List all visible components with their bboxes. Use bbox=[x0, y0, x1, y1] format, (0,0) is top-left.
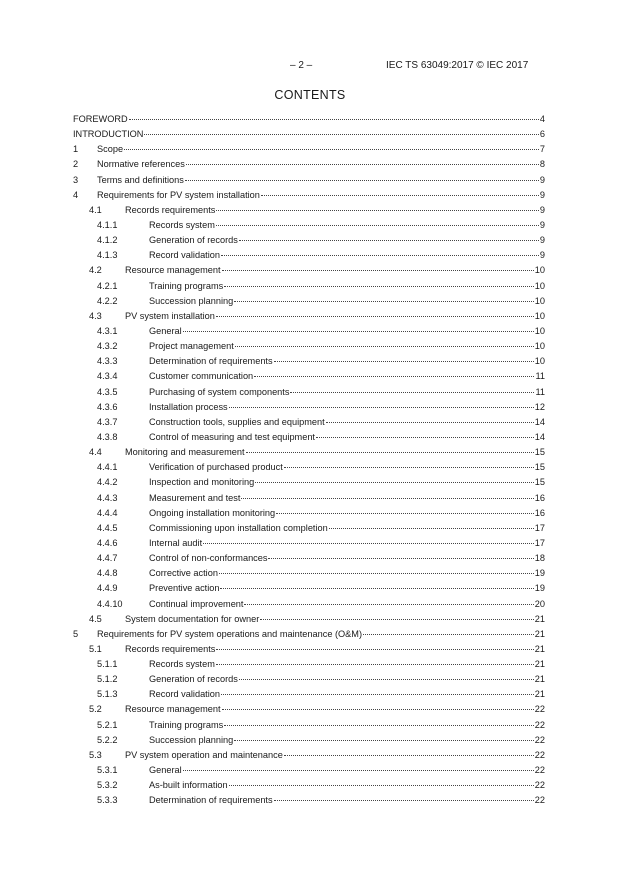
toc-page-number: 21 bbox=[534, 689, 545, 700]
toc-section-title: General bbox=[149, 763, 182, 778]
toc-page-number: 11 bbox=[535, 371, 545, 382]
toc-section-number: 4.3.5 bbox=[97, 386, 118, 397]
toc-section-title: Commissioning upon installation completion bbox=[149, 521, 328, 536]
toc-section-number: 5.1.1 bbox=[97, 659, 118, 670]
toc-section-title: Record validation bbox=[149, 687, 220, 702]
toc-page-number: 19 bbox=[534, 583, 545, 594]
toc-entry[interactable] bbox=[73, 263, 545, 278]
page-number: – 2 – bbox=[290, 60, 313, 71]
toc-section-title: Training programs bbox=[149, 718, 223, 733]
toc-dot-leader bbox=[222, 270, 534, 271]
toc-dot-leader bbox=[268, 558, 533, 559]
toc-dot-leader bbox=[284, 755, 534, 756]
toc-page-number: 21 bbox=[534, 674, 545, 685]
toc-page-number: 10 bbox=[534, 280, 545, 291]
toc-section-title: General bbox=[149, 324, 182, 339]
toc-section-title: Determination of requirements bbox=[149, 793, 273, 808]
toc-entry[interactable] bbox=[73, 475, 545, 490]
toc-page-number: 22 bbox=[534, 765, 545, 776]
toc-dot-leader bbox=[129, 119, 539, 120]
toc-dot-leader bbox=[254, 376, 534, 377]
toc-entry[interactable] bbox=[73, 687, 545, 702]
toc-section-title: Requirements for PV system installation bbox=[97, 188, 260, 203]
toc-entry[interactable] bbox=[73, 612, 545, 627]
toc-page-number: 15 bbox=[534, 477, 545, 488]
toc-entry[interactable] bbox=[73, 173, 545, 188]
toc-entry[interactable] bbox=[73, 551, 545, 566]
toc-section-number: 4.4.8 bbox=[97, 568, 118, 579]
toc-page-number: 21 bbox=[534, 628, 545, 639]
toc-page-number: 22 bbox=[534, 704, 545, 715]
toc-section-title: As-built information bbox=[149, 778, 228, 793]
toc-section-title: INTRODUCTION bbox=[73, 127, 143, 142]
toc-entry[interactable] bbox=[73, 324, 545, 339]
toc-dot-leader bbox=[246, 452, 534, 453]
toc-section-title: Resource management bbox=[125, 702, 221, 717]
toc-page-number: 21 bbox=[534, 643, 545, 654]
toc-page-number: 22 bbox=[534, 780, 545, 791]
toc-entry[interactable] bbox=[73, 733, 545, 748]
toc-entry[interactable] bbox=[73, 233, 545, 248]
toc-entry[interactable] bbox=[73, 793, 545, 808]
toc-entry[interactable] bbox=[73, 566, 545, 581]
toc-section-number: 5.3 bbox=[89, 749, 102, 760]
toc-section-number: 4.4.9 bbox=[97, 583, 118, 594]
toc-section-number: 2 bbox=[73, 159, 79, 170]
toc-dot-leader bbox=[290, 392, 534, 393]
toc-section-number: 4.4.4 bbox=[97, 507, 118, 518]
toc-entry[interactable] bbox=[73, 430, 545, 445]
toc-entry[interactable] bbox=[73, 385, 545, 400]
toc-page-number: 15 bbox=[534, 447, 545, 458]
toc-entry[interactable] bbox=[73, 415, 545, 430]
toc-dot-leader bbox=[216, 210, 538, 211]
toc-section-number: 3 bbox=[73, 174, 79, 185]
toc-page-number: 22 bbox=[534, 734, 545, 745]
toc-section-number: 4.3.4 bbox=[97, 371, 118, 382]
toc-section-number: 4 bbox=[73, 189, 79, 200]
toc-page-number: 6 bbox=[539, 129, 545, 140]
toc-section-title: Records system bbox=[149, 657, 215, 672]
toc-section-title: Requirements for PV system operations and maintenance (O&M) bbox=[97, 627, 362, 642]
toc-entry[interactable] bbox=[73, 279, 545, 294]
toc-entry[interactable] bbox=[73, 702, 545, 717]
toc-section-title: Construction tools, supplies and equipment bbox=[149, 415, 325, 430]
toc-page-number: 17 bbox=[534, 537, 545, 548]
toc-page-number: 18 bbox=[534, 553, 545, 564]
toc-section-title: Records requirements bbox=[125, 203, 215, 218]
toc-section-number: 5.1.3 bbox=[97, 689, 118, 700]
toc-section-title: Normative references bbox=[97, 157, 185, 172]
toc-section-number: 5.2.1 bbox=[97, 719, 118, 730]
toc-dot-leader bbox=[261, 195, 539, 196]
toc-entry[interactable] bbox=[73, 642, 545, 657]
toc-dot-leader bbox=[220, 588, 533, 589]
toc-section-number: 4.4.1 bbox=[97, 462, 118, 473]
toc-dot-leader bbox=[239, 679, 534, 680]
toc-page-number: 11 bbox=[535, 386, 545, 397]
toc-entry[interactable] bbox=[73, 112, 545, 127]
toc-dot-leader bbox=[216, 225, 539, 226]
toc-dot-leader bbox=[216, 316, 534, 317]
toc-section-title: PV system operation and maintenance bbox=[125, 748, 283, 763]
toc-dot-leader bbox=[222, 709, 534, 710]
toc-section-title: Records requirements bbox=[125, 642, 215, 657]
toc-dot-leader bbox=[274, 361, 534, 362]
toc-section-number: 5.3.3 bbox=[97, 795, 118, 806]
toc-entry[interactable] bbox=[73, 339, 545, 354]
toc-section-number: 4.2.1 bbox=[97, 280, 118, 291]
toc-dot-leader bbox=[221, 694, 534, 695]
toc-section-number: 4.3.1 bbox=[97, 325, 118, 336]
toc-entry[interactable] bbox=[73, 627, 545, 642]
toc-section-title: Record validation bbox=[149, 248, 220, 263]
toc-dot-leader bbox=[235, 346, 534, 347]
toc-page-number: 16 bbox=[534, 492, 545, 503]
toc-entry[interactable] bbox=[73, 354, 545, 369]
toc-section-title: Measurement and test bbox=[149, 491, 240, 506]
toc-section-number: 4.3.6 bbox=[97, 401, 118, 412]
toc-page-number: 22 bbox=[534, 795, 545, 806]
toc-section-number: 4.3.3 bbox=[97, 356, 118, 367]
toc-section-title: FOREWORD bbox=[73, 112, 128, 127]
toc-section-number: 5.1.2 bbox=[97, 674, 118, 685]
toc-dot-leader bbox=[185, 180, 539, 181]
toc-entry[interactable] bbox=[73, 748, 545, 763]
toc-page-number: 10 bbox=[534, 265, 545, 276]
toc-section-number: 5.2 bbox=[89, 704, 102, 715]
toc-section-number: 1 bbox=[73, 144, 79, 155]
toc-dot-leader bbox=[329, 528, 534, 529]
toc-section-title: Inspection and monitoring bbox=[149, 475, 254, 490]
toc-entry[interactable] bbox=[73, 763, 545, 778]
toc-section-title: Ongoing installation monitoring bbox=[149, 506, 275, 521]
toc-dot-leader bbox=[255, 482, 534, 483]
toc-page-number: 9 bbox=[539, 235, 545, 246]
toc-section-number: 4.1 bbox=[89, 204, 102, 215]
toc-dot-leader bbox=[221, 255, 539, 256]
toc-entry[interactable] bbox=[73, 718, 545, 733]
toc-page-number: 14 bbox=[534, 416, 545, 427]
toc-dot-leader bbox=[234, 301, 533, 302]
toc-dot-leader bbox=[260, 619, 533, 620]
toc-page-number: 9 bbox=[539, 250, 545, 261]
toc-page-number: 9 bbox=[539, 204, 545, 215]
document-id: IEC TS 63049:2017 © IEC 2017 bbox=[386, 60, 529, 71]
toc-section-title: Project management bbox=[149, 339, 234, 354]
toc-section-number: 5.1 bbox=[89, 643, 102, 654]
toc-entry[interactable] bbox=[73, 506, 545, 521]
toc-dot-leader bbox=[124, 149, 539, 150]
toc-section-title: Determination of requirements bbox=[149, 354, 273, 369]
toc-entry[interactable] bbox=[73, 218, 545, 233]
toc-section-title: Internal audit bbox=[149, 536, 202, 551]
toc-entry[interactable] bbox=[73, 581, 545, 596]
toc-section-number: 4.3 bbox=[89, 310, 102, 321]
toc-section-number: 4.2.2 bbox=[97, 295, 118, 306]
toc-section-number: 4.5 bbox=[89, 613, 102, 624]
toc-page-number: 9 bbox=[539, 189, 545, 200]
toc-section-title: Scope bbox=[97, 142, 123, 157]
toc-page-number: 22 bbox=[534, 749, 545, 760]
toc-section-number: 4.4.2 bbox=[97, 477, 118, 488]
toc-page-number: 10 bbox=[534, 310, 545, 321]
toc-entry[interactable] bbox=[73, 445, 545, 460]
toc-dot-leader bbox=[239, 240, 539, 241]
toc-dot-leader bbox=[216, 649, 533, 650]
toc-dot-leader bbox=[274, 800, 534, 801]
toc-section-title: Continual improvement bbox=[149, 597, 243, 612]
toc-section-number: 4.4.7 bbox=[97, 553, 118, 564]
toc-entry[interactable] bbox=[73, 491, 545, 506]
toc-page-number: 19 bbox=[534, 568, 545, 579]
toc-entry[interactable] bbox=[73, 536, 545, 551]
toc-page-number: 9 bbox=[539, 174, 545, 185]
toc-dot-leader bbox=[144, 134, 538, 135]
toc-section-title: Verification of purchased product bbox=[149, 460, 283, 475]
toc-section-title: Resource management bbox=[125, 263, 221, 278]
toc-entry[interactable] bbox=[73, 369, 545, 384]
toc-section-title: Generation of records bbox=[149, 233, 238, 248]
toc-entry[interactable] bbox=[73, 142, 545, 157]
toc-page-number: 21 bbox=[534, 613, 545, 624]
toc-section-title: Terms and definitions bbox=[97, 173, 184, 188]
toc-page-number: 17 bbox=[534, 522, 545, 533]
toc-entry[interactable] bbox=[73, 248, 545, 263]
toc-entry[interactable] bbox=[73, 672, 545, 687]
toc-entry[interactable] bbox=[73, 400, 545, 415]
toc-dot-leader bbox=[363, 634, 534, 635]
toc-section-title: Customer communication bbox=[149, 369, 253, 384]
toc-section-number: 4.3.2 bbox=[97, 341, 118, 352]
toc-page-number: 10 bbox=[534, 295, 545, 306]
toc-section-number: 4.4.6 bbox=[97, 537, 118, 548]
toc-page-number: 14 bbox=[534, 431, 545, 442]
toc-page-number: 22 bbox=[534, 719, 545, 730]
toc-section-title: Monitoring and measurement bbox=[125, 445, 245, 460]
toc-dot-leader bbox=[183, 331, 534, 332]
toc-page-number: 16 bbox=[534, 507, 545, 518]
toc-dot-leader bbox=[219, 573, 534, 574]
toc-entry[interactable] bbox=[73, 657, 545, 672]
toc-section-number: 5.3.1 bbox=[97, 765, 118, 776]
toc-section-title: Training programs bbox=[149, 279, 223, 294]
toc-page-number: 12 bbox=[534, 401, 545, 412]
toc-section-title: Succession planning bbox=[149, 733, 233, 748]
toc-page-number: 21 bbox=[534, 659, 545, 670]
toc-page-number: 9 bbox=[539, 219, 545, 230]
toc-entry[interactable] bbox=[73, 521, 545, 536]
toc-entry[interactable] bbox=[73, 188, 545, 203]
toc-page-number: 7 bbox=[539, 144, 545, 155]
toc-entry[interactable] bbox=[73, 597, 545, 612]
toc-dot-leader bbox=[224, 725, 534, 726]
toc-section-number: 4.4.10 bbox=[97, 598, 123, 609]
toc-entry[interactable] bbox=[73, 294, 545, 309]
toc-entry[interactable] bbox=[73, 778, 545, 793]
toc-section-title: Records system bbox=[149, 218, 215, 233]
toc-entry[interactable] bbox=[73, 157, 545, 172]
toc-section-title: Generation of records bbox=[149, 672, 238, 687]
toc-section-number: 5 bbox=[73, 628, 79, 639]
toc-dot-leader bbox=[316, 437, 534, 438]
toc-entry[interactable] bbox=[73, 309, 545, 324]
toc-page-number: 10 bbox=[534, 356, 545, 367]
toc-dot-leader bbox=[229, 407, 534, 408]
toc-dot-leader bbox=[229, 785, 534, 786]
toc-section-title: PV system installation bbox=[125, 309, 215, 324]
toc-dot-leader bbox=[183, 770, 534, 771]
toc-entry[interactable] bbox=[73, 203, 545, 218]
toc-section-number: 5.2.2 bbox=[97, 734, 118, 745]
toc-dot-leader bbox=[284, 467, 534, 468]
toc-section-title: Preventive action bbox=[149, 581, 219, 596]
toc-dot-leader bbox=[326, 422, 534, 423]
toc-section-number: 4.4 bbox=[89, 447, 102, 458]
toc-section-number: 4.3.7 bbox=[97, 416, 118, 427]
toc-section-number: 4.2 bbox=[89, 265, 102, 276]
page-title: CONTENTS bbox=[274, 88, 346, 102]
toc-dot-leader bbox=[234, 740, 533, 741]
toc-dot-leader bbox=[203, 543, 534, 544]
toc-section-number: 4.3.8 bbox=[97, 431, 118, 442]
toc-dot-leader bbox=[244, 604, 533, 605]
toc-section-number: 4.4.5 bbox=[97, 522, 118, 533]
toc-section-title: Succession planning bbox=[149, 294, 233, 309]
toc-section-number: 5.3.2 bbox=[97, 780, 118, 791]
table-of-contents bbox=[73, 112, 545, 808]
toc-page-number: 10 bbox=[534, 325, 545, 336]
toc-page-number: 15 bbox=[534, 462, 545, 473]
toc-page-number: 4 bbox=[539, 114, 545, 124]
toc-page-number: 20 bbox=[534, 598, 545, 609]
toc-dot-leader bbox=[241, 498, 533, 499]
toc-section-number: 4.4.3 bbox=[97, 492, 118, 503]
toc-dot-leader bbox=[276, 513, 534, 514]
toc-section-number: 4.1.1 bbox=[97, 219, 118, 230]
toc-section-title: Control of measuring and test equipment bbox=[149, 430, 315, 445]
toc-section-number: 4.1.2 bbox=[97, 235, 118, 246]
toc-dot-leader bbox=[186, 164, 539, 165]
toc-dot-leader bbox=[224, 286, 534, 287]
toc-section-title: Purchasing of system components bbox=[149, 385, 289, 400]
toc-page-number: 8 bbox=[539, 159, 545, 170]
toc-section-title: Corrective action bbox=[149, 566, 218, 581]
toc-section-title: Control of non-conformances bbox=[149, 551, 267, 566]
toc-section-title: System documentation for owner bbox=[125, 612, 259, 627]
toc-section-title: Installation process bbox=[149, 400, 228, 415]
toc-entry[interactable] bbox=[73, 127, 545, 142]
toc-entry[interactable] bbox=[73, 460, 545, 475]
toc-section-number: 4.1.3 bbox=[97, 250, 118, 261]
toc-dot-leader bbox=[216, 664, 534, 665]
toc-page-number: 10 bbox=[534, 341, 545, 352]
